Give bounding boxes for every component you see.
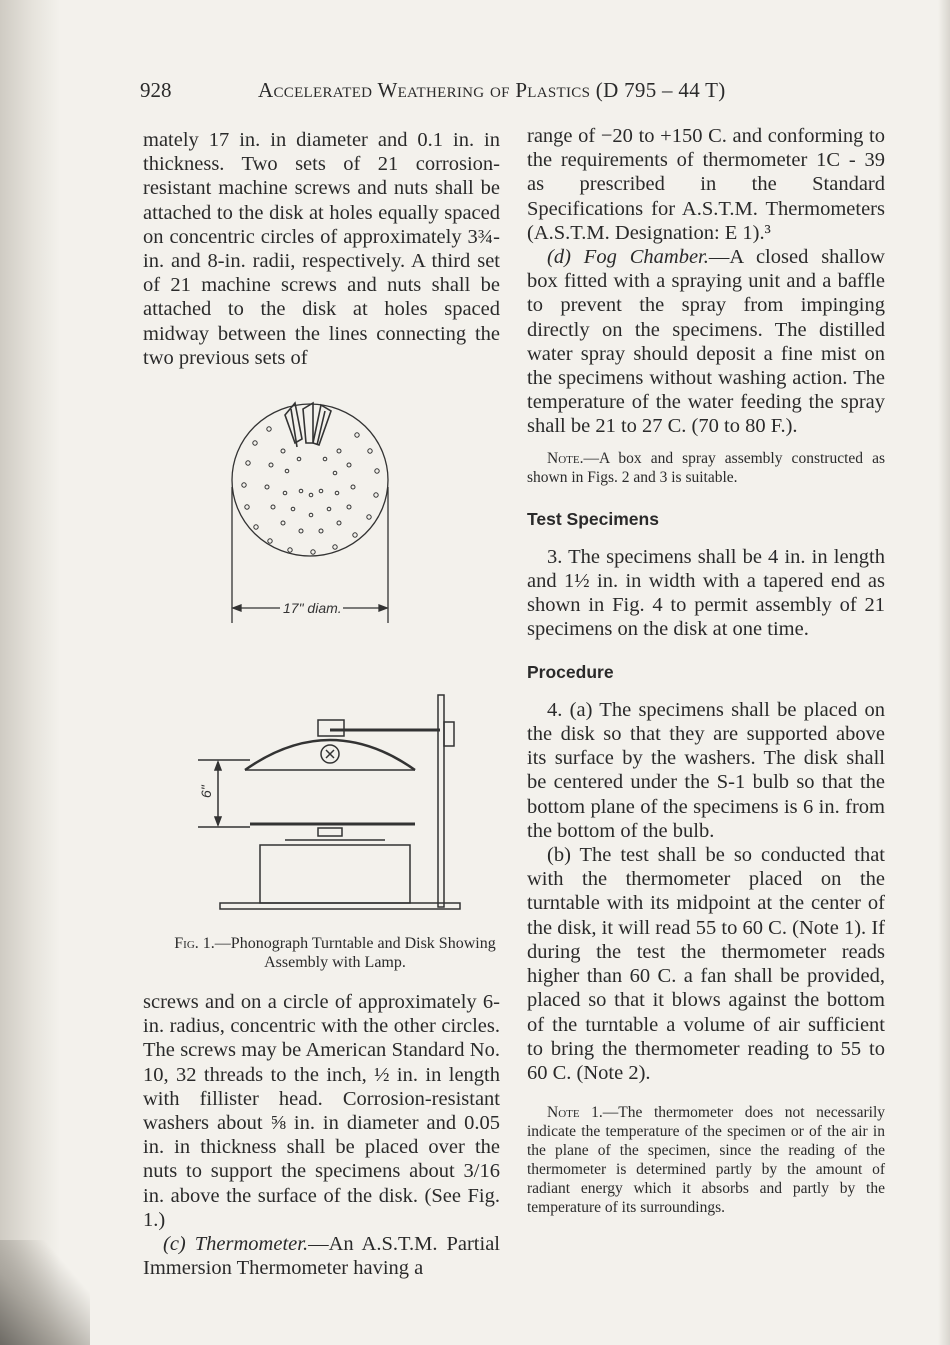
body-paragraph: mately 17 in. in diameter and 0.1 in. in thickness. Two sets of 21 corrosion-resistant machine screws and nuts shall be attached to the disk at holes equally spaced on concentric circles of approximately 3¾-in. and 8-in. radii, respectively. A third set of 21 machine screws and nuts shall be attached to the disk at holes spaced midway between the lines connecting the two previous sets of xyxy=(143,129,500,369)
running-title: Accelerated Weathering of Plastics (D 795 – 44 T) xyxy=(258,78,726,102)
fog-chamber-paragraph: (d) Fog Chamber.—A closed shallow box fitted with a spraying unit and a baffle to prevent the spray from impinging directly on the specimens. The distilled water spray should deposit a fine mist on the specimens without washing action. The temperature of the water feeding the spray shall be 21 to 27 C. (70 to 80 F.). xyxy=(527,246,885,438)
page-number: 928 xyxy=(140,78,172,102)
page-edge-right xyxy=(938,0,950,1345)
specimens-paragraph: 3. The specimens shall be 4 in. in length and 1½ in. in width with a tapered end as shown in Fig. 4 to permit assembly of 21 specimens on the disk at one time. xyxy=(527,545,885,641)
body-paragraph: range of −20 to +150 C. and conforming to the requirements of thermometer 1C - 39 as prescribed in the Standard Specifications for A.S.T.M. Thermometers (A.S.T.M. Designation: E 1).³ xyxy=(527,125,885,244)
lamp-stand-pole xyxy=(438,695,444,907)
figure-disk-diagram xyxy=(225,395,395,625)
left-column-top xyxy=(143,128,500,370)
height-label: 6" xyxy=(198,785,214,798)
right-column xyxy=(527,124,885,1217)
procedure-a-paragraph: 4. (a) The specimens shall be placed on the disk so that they are supported above its surface by the washers. The disk shall be centered under the S-1 bulb so that the bottom plane of the specimens is 6 in. from the bottom of the bulb. xyxy=(527,698,885,842)
figure-caption: Fig. 1.—Phonograph Turntable and Disk Showing Assembly with Lamp. xyxy=(174,935,496,971)
thermometer-paragraph: (c) Thermometer.—An A.S.T.M. Partial Immersion Thermometer having a xyxy=(143,1233,500,1280)
body-paragraph: screws and on a circle of approximately 6-in. radius, concentric with the other circles. The screws may be American Standard No. 10, 32 threads to the inch, ½ in. in length with fillister head. Corrosion-resistant washers about ⅝ in. in diameter and 0.05 in. in thickness shall be placed over the nuts to support the specimens about 3/16 in. above the surface of the disk. (See Fig. 1.) xyxy=(143,991,500,1231)
note-1: Note 1.—The thermometer does not necessarily indicate the temperature of the specimen or of the air in the plane of the specimen, since the reading of the thermometer is determined partly by the amount of radiant energy which it absorbs and partly by the temperature of its surroundings. xyxy=(527,1104,885,1217)
disk-diameter-label: 17" diam. xyxy=(283,600,342,616)
hole-pattern xyxy=(242,427,379,554)
left-column-bottom xyxy=(143,990,500,1280)
page-shadow-bottom xyxy=(0,1240,90,1345)
disk-outline xyxy=(232,404,388,556)
turntable-base xyxy=(260,845,410,903)
heading-test-specimens: Test Specimens xyxy=(527,508,659,529)
note-box-spray: Note.—A box and spray assembly constructed as shown in Figs. 2 and 3 is suitable. xyxy=(527,449,885,486)
heading-procedure: Procedure xyxy=(527,661,614,682)
page-shadow-left xyxy=(0,0,60,1345)
figure-turntable-lamp xyxy=(190,690,465,920)
specimen-fan xyxy=(285,403,331,447)
procedure-b-paragraph: (b) The test shall be so conducted that with the thermometer placed on the turntable with its midpoint at the center of the disk, it will read 55 to 60 C. (Note 1). If during the test the thermometer reads higher than 60 C. a fan shall be provided, placed so that it blows against the bottom of the turntable a volume of air sufficient to bring the thermometer reading to 55 to 60 C. (Note 2). xyxy=(527,844,885,1084)
